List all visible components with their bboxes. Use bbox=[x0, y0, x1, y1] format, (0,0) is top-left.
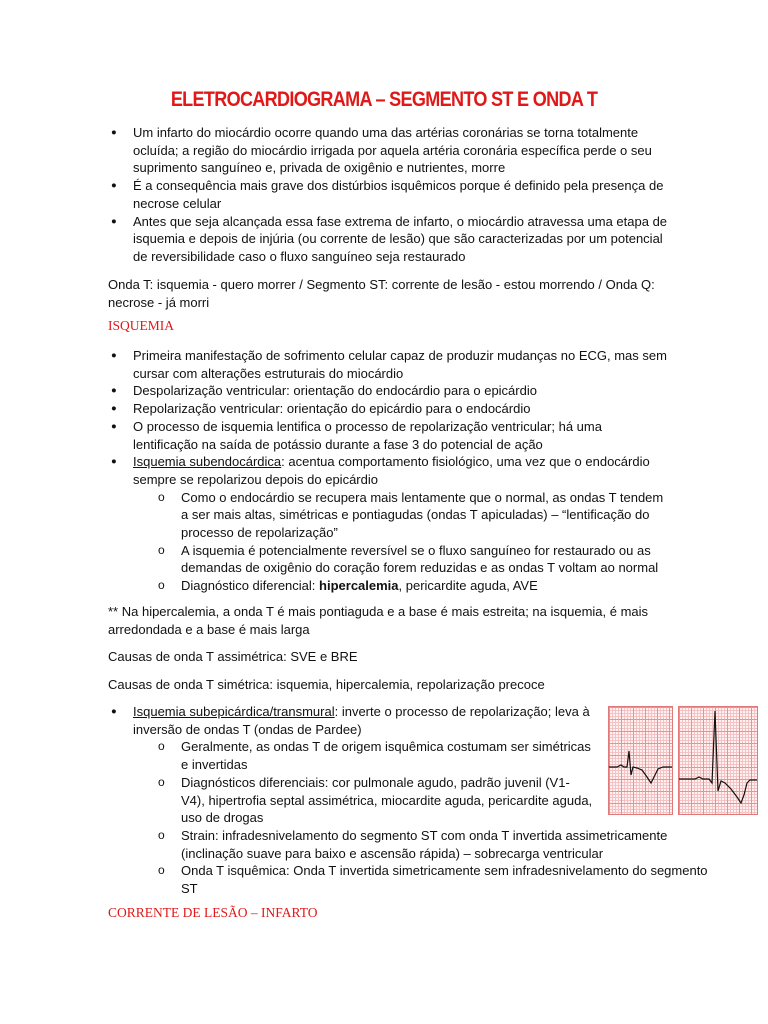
isquemia-list bbox=[108, 347, 668, 595]
ecg-trace-1 bbox=[609, 707, 672, 814]
sublist-item-diagnostico bbox=[133, 577, 668, 595]
isquemia-section bbox=[108, 347, 668, 595]
causas-simetrica: Causas de onda T simétrica: isquemia, hipercalemia, repolarização precoce bbox=[108, 677, 545, 692]
list-item: ● Repolarização ventricular: orientação do epicárdio para o endocárdio bbox=[108, 400, 668, 418]
subepicardica-sublist bbox=[133, 738, 708, 897]
subendocardica-sublist bbox=[133, 489, 668, 595]
sublist-item: o Diagnósticos diferenciais: cor pulmonale agudo, padrão juvenil (V1-V4), hipertrofia septal assimétrica, miocardite aguda, pericardite aguda, uso de drogas bbox=[133, 774, 593, 827]
subendocardica-text: : acentua comportamento fisiológico, uma vez que o endocárdio sempre se repolarizou depois do epicárdio bbox=[133, 454, 650, 487]
onda-summary: Onda T: isquemia - quero morrer / Segmento ST: corrente de lesão - estou morrendo / Onda Q: necrose - já morri bbox=[108, 277, 655, 310]
subepicardica-section bbox=[108, 703, 708, 898]
diagnostico-suffix: , pericardite aguda, AVE bbox=[398, 578, 538, 594]
list-item: ● Primeira manifestação de sofrimento celular capaz de produzir mudanças no ECG, mas sem cursar com alterações estruturais do miocárdio bbox=[108, 347, 668, 382]
hipercalemia-bold: hipercalemia bbox=[319, 578, 399, 594]
term-subendocardica: Isquemia subendocárdica bbox=[133, 454, 282, 470]
intro-list bbox=[108, 124, 668, 266]
term-subepicardica: Isquemia subepicárdica/transmural bbox=[133, 704, 335, 719]
page-title: ELETROCARDIOGRAMA – SEGMENTO ST E ONDA T bbox=[170, 88, 598, 111]
note-hipercalemia: ** Na hipercalemia, a onda T é mais pontiaguda e a base é mais estreita; na isquemia, é mais arredondada e a base é mais larga bbox=[108, 604, 649, 637]
diagnostico-prefix: Diagnóstico diferencial: bbox=[181, 578, 320, 594]
ecg-strip-symmetric-inverted-t bbox=[608, 706, 673, 815]
sublist-item: o Onda T isquêmica: Onda T invertida simetricamente sem infradesnivelamento do segmento ST bbox=[133, 862, 726, 897]
list-item: ● Despolarização ventricular: orientação do endocárdio para o epicárdio bbox=[108, 382, 668, 400]
causas-assimetrica: Causas de onda T assimétrica: SVE e BRE bbox=[108, 649, 358, 664]
list-item: ● Um infarto do miocárdio ocorre quando uma das artérias coronárias se torna totalmente ocluída; a região do miocárdio irrigada por aquela artéria coronária específica perde o seu suprimento sanguíneo e, privada de oxigênio e nutrientes, morre bbox=[108, 124, 668, 177]
sublist-item: o Geralmente, as ondas T de origem isquêmica costumam ser simétricas e invertidas bbox=[133, 738, 593, 773]
list-item-subepicardica bbox=[108, 703, 708, 898]
subepicardica-list bbox=[108, 703, 708, 898]
section-heading-corrente: CORRENTE DE LESÃO – INFARTO bbox=[108, 905, 318, 920]
list-item: ● Antes que seja alcançada essa fase extrema de infarto, o miocárdio atravessa uma etapa de isquemia e depois de injúria (ou corrente de lesão) que são caracterizadas por um potencial de reversibilidade caso o fluxo sanguíneo seja restaurado bbox=[108, 213, 668, 266]
sublist-item: o Strain: infradesnivelamento do segmento ST com onda T invertida assimetricamente (inclinação suave para baixo e ascensão rápida) – sobrecarga ventricular bbox=[133, 827, 726, 862]
subepicardica-text: : inverte o processo de repolarização; leva à inversão de ondas T (ondas de Pardee) bbox=[133, 704, 590, 737]
list-item: ● É a consequência mais grave dos distúrbios isquêmicos porque é definido pela presença de necrose celular bbox=[108, 177, 668, 212]
list-item-subendocardica bbox=[108, 453, 668, 595]
sublist-item: o Como o endocárdio se recupera mais lentamente que o normal, as ondas T tendem a ser mais altas, simétricas e pontiagudas (ondas T apiculadas) – “lentificação do processo de repolarização” bbox=[133, 489, 668, 542]
ecg-trace-2 bbox=[679, 707, 757, 814]
ecg-strip-asymmetric-strain bbox=[678, 706, 758, 815]
section-heading-isquemia: ISQUEMIA bbox=[108, 318, 174, 333]
list-item: ● O processo de isquemia lentifica o processo de repolarização ventricular; há uma lentificação na saída de potássio durante a fase 3 do potencial de ação bbox=[108, 418, 668, 453]
sublist-item: o A isquemia é potencialmente reversível se o fluxo sanguíneo for restaurado ou as demandas de oxigênio do coração forem reduzidas e as ondas T voltam ao normal bbox=[133, 542, 668, 577]
intro-section bbox=[108, 124, 668, 266]
